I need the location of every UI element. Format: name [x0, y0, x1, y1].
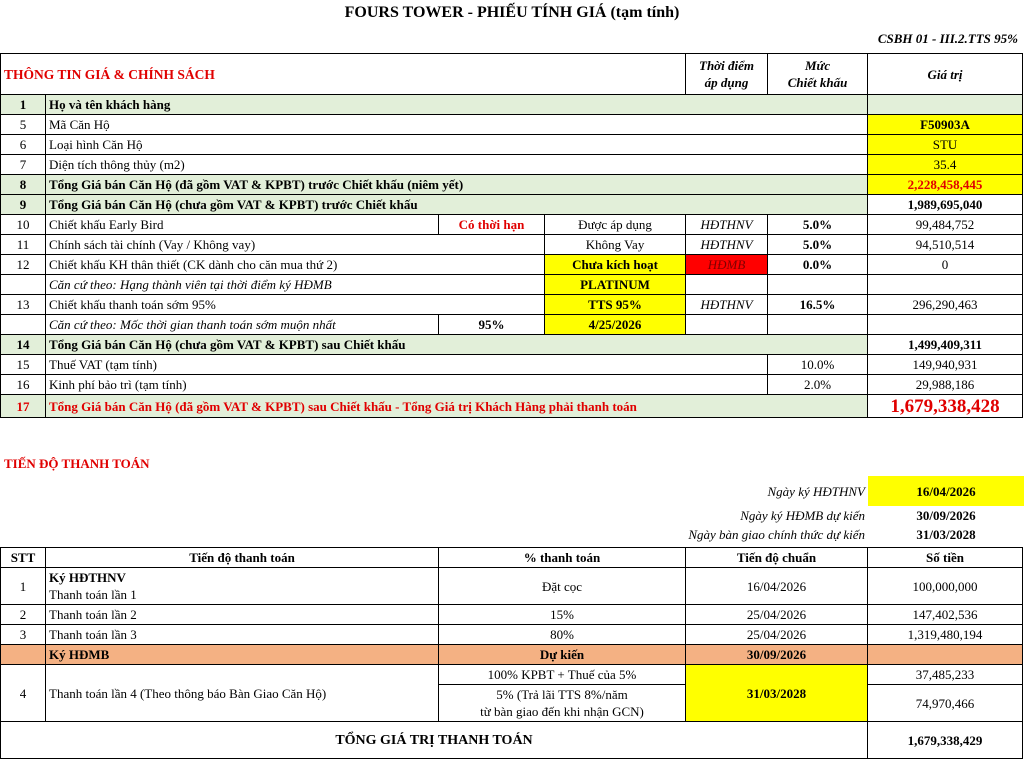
table-row: 9 Tổng Giá bán Căn Hộ (chưa gồm VAT & KPBT) trước Chiết khấu 1,989,695,040 [1, 195, 1023, 215]
table-row: 1 Ký HĐTHNV Thanh toán lần 1 Đặt cọc 16/04/2026 100,000,000 [1, 568, 1023, 605]
table-row: 13 Chiết khấu thanh toán sớm 95% TTS 95% HĐTHNV 16.5% 296,290,463 [1, 295, 1023, 315]
table-row: 8 Tổng Giá bán Căn Hộ (đã gồm VAT & KPBT) trước Chiết khấu (niêm yết) 2,228,458,445 [1, 175, 1023, 195]
page-title: FOURS TOWER - PHIẾU TÍNH GIÁ (tạm tính) [344, 4, 680, 21]
table-row: 3 Thanh toán lần 3 80% 25/04/2026 1,319,480,194 [1, 625, 1023, 645]
table-row: 4 Thanh toán lần 4 (Theo thông báo Bàn Giao Căn Hộ) 100% KPBT + Thuế của 5% 31/03/2028 37,485,233 [1, 665, 1023, 685]
table-row: 6 Loại hình Căn Hộ STU [1, 135, 1023, 155]
table-row: 16 Kinh phí bảo trì (tạm tính) 2.0% 29,988,186 [1, 375, 1023, 395]
table-row: 11 Chính sách tài chính (Vay / Không vay) Không Vay HĐTHNV 5.0% 94,510,514 [1, 235, 1023, 255]
payment-schedule-table: STT Tiến độ thanh toán % thanh toán Tiến độ chuẩn Số tiền 1 Ký HĐTHNV Thanh toán lần 1 Đặt cọc 16/04/2026 100,000,000 2 Thanh toán lần 2 15% 25/04/2026 147,402,536 3 Thanh toán lần 3 80% 25/04/2026 1,319,480,194 Ký HĐMB Dự kiến 30/09/2026 4 Thanh toán lần 4 (Theo thông báo Bàn Giao Căn Hộ) 100% KPBT + Thuế của 5% 31/03/2028 37,485,233 5% (Trả lãi TTS 8%/năm từ bàn giao đến khi nhận GCN) 74,970,466 TỔNG GIÁ TRỊ THANH TOÁN 1,679,338,429 [0, 547, 1023, 759]
section-schedule-header: TIẾN ĐỘ THANH TOÁN [4, 456, 150, 471]
table-row [1, 722, 1023, 759]
total-payment-value: 1,679,338,429 [868, 722, 1023, 759]
table-row: 2 Thanh toán lần 2 15% 25/04/2026 147,402,536 [1, 605, 1023, 625]
table-row: 1 Họ và tên khách hàng [1, 95, 1023, 115]
total-customer-value: 1,679,338,428 [868, 395, 1023, 418]
table-row: 14 Tổng Giá bán Căn Hộ (chưa gồm VAT & KPBT) sau Chiết khấu 1,499,409,311 [1, 335, 1023, 355]
table-row: Căn cứ theo: Mốc thời gian thanh toán sớm muộn nhất 95% 4/25/2026 [1, 315, 1023, 335]
price-table [0, 53, 1023, 418]
section-price-header: THÔNG TIN GIÁ & CHÍNH SÁCH [1, 54, 686, 95]
table-row: 15 Thuế VAT (tạm tính) 10.0% 149,940,931 [1, 355, 1023, 375]
table-row: 12 Chiết khấu KH thân thiết (CK dành cho căn mua thứ 2) Chưa kích hoạt HĐMB 0.0% 0 [1, 255, 1023, 275]
table-row: 5% (Trả lãi TTS 8%/năm từ bàn giao đến khi nhận GCN) 74,970,466 [1, 685, 1023, 722]
table-row: 7 Diện tích thông thủy (m2) 35.4 [1, 155, 1023, 175]
col-discount-header: Mức Chiết khấu [768, 54, 868, 95]
table-row: Ký HĐMB Dự kiến 30/09/2026 [1, 645, 1023, 665]
table-row: 17 Tổng Giá bán Căn Hộ (đã gồm VAT & KPBT) sau Chiết khấu - Tổng Giá trị Khách Hàng phải thanh toán 1,679,338,428 [1, 395, 1023, 418]
total-payment-label: TỔNG GIÁ TRỊ THANH TOÁN [1, 722, 868, 759]
table-row: Căn cứ theo: Hạng thành viên tại thời điểm ký HĐMB PLATINUM [1, 275, 1023, 295]
table-row: 5 Mã Căn Hộ F50903A [1, 115, 1023, 135]
col-value-header: Giá trị [868, 54, 1023, 95]
status-badge: HĐMB [686, 255, 768, 275]
sign-dates: Ngày ký HĐTHNV 16/04/2026 Ngày ký HĐMB dự kiến 30/09/2026 Ngày bàn giao chính thức dự kiến 31/03/2028 [600, 476, 1024, 544]
table-row: 10 Chiết khấu Early Bird Có thời hạn Được áp dụng HĐTHNV 5.0% 99,484,752 [1, 215, 1023, 235]
apartment-code: F50903A [868, 115, 1023, 135]
col-time-header: Thời điểm áp dụng [686, 54, 768, 95]
policy-code: CSBH 01 - III.2.TTS 95% [877, 31, 1018, 46]
